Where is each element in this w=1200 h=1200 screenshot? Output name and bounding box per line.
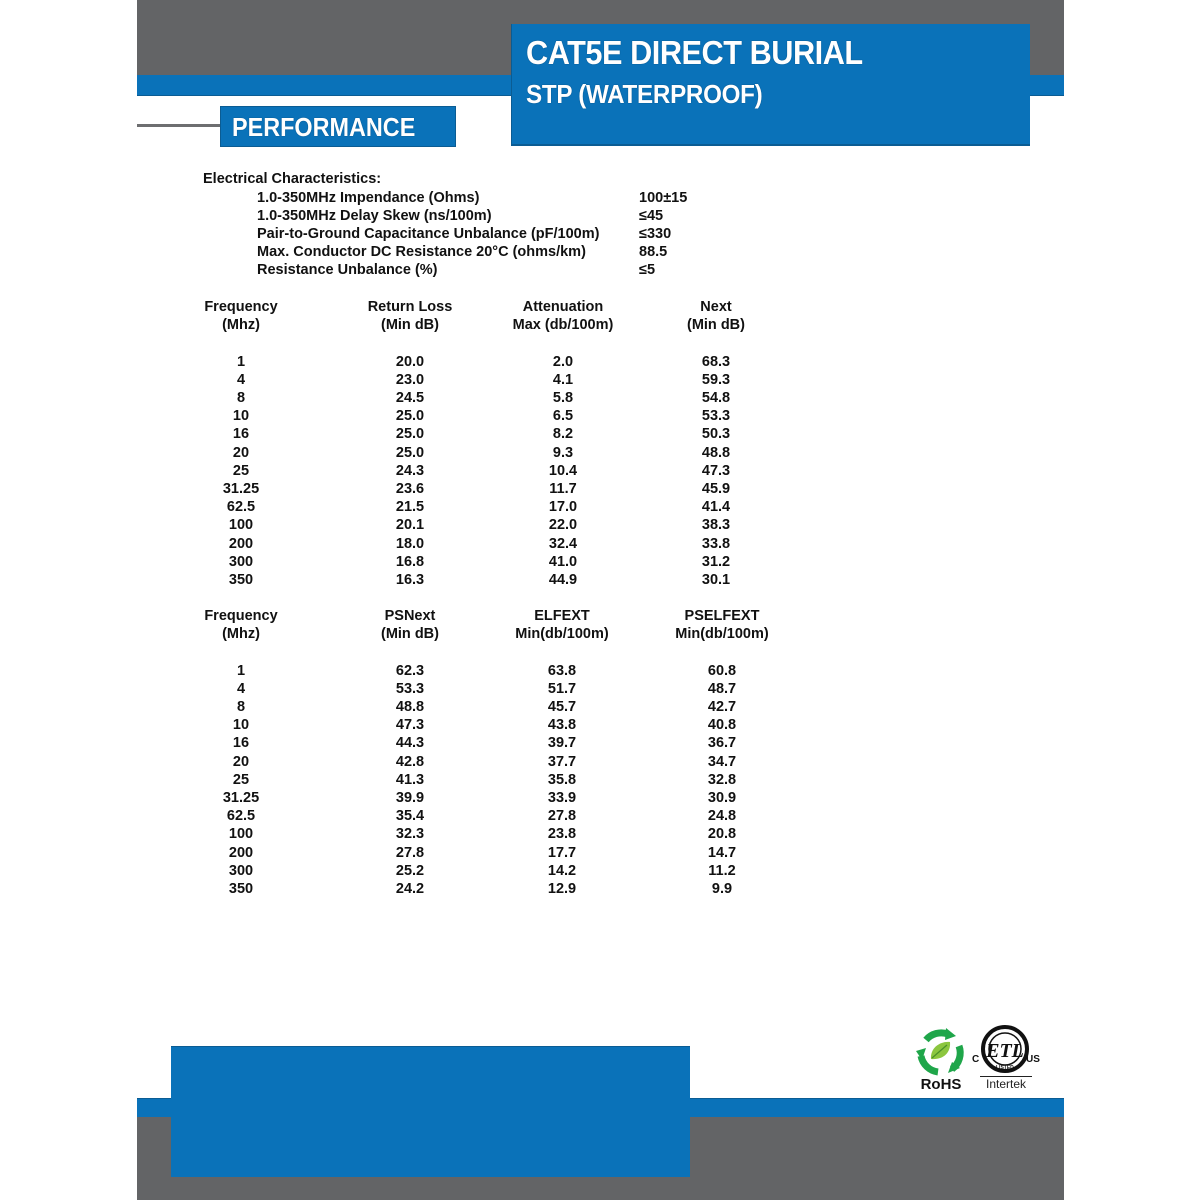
column-header: PSNext (384, 608, 436, 624)
table-cell: 60.8 (707, 662, 737, 679)
table-cell: 14.7 (707, 844, 737, 861)
table-cell: 200 (228, 535, 254, 552)
column-header: Min(db/100m) (675, 626, 769, 643)
section-label: PERFORMANCE (232, 112, 416, 142)
table-cell: 62.3 (395, 662, 425, 679)
table-cell: 63.8 (547, 662, 577, 679)
table-row (0, 389, 1200, 407)
table-cell: 25 (232, 771, 250, 788)
electrical-row (0, 261, 1200, 279)
table-cell: 32.8 (707, 771, 737, 788)
table-cell: 40.8 (707, 717, 737, 734)
etl-listed-mark: LISTED (996, 1065, 1014, 1071)
column-header: Frequency (204, 608, 278, 624)
column-header: Next (700, 299, 732, 315)
etl-c-mark: C (972, 1054, 980, 1065)
table-cell: 38.3 (701, 517, 731, 534)
table-cell: 16.3 (395, 572, 425, 588)
table-row (0, 825, 1200, 843)
table-cell: 44.9 (548, 572, 578, 588)
electrical-label: Pair-to-Ground Capacitance Unbalance (pF/100m) (257, 225, 600, 242)
table-cell: 21.5 (395, 499, 425, 516)
table-cell: 22.0 (548, 517, 578, 534)
electrical-label: 1.0-350MHz Delay Skew (ns/100m) (257, 207, 492, 224)
table-cell: 25 (232, 462, 250, 479)
table-cell: 25.0 (395, 444, 425, 461)
table-cell: 8 (236, 699, 246, 715)
table-cell: 48.8 (701, 444, 731, 461)
table-cell: 42.7 (707, 699, 737, 715)
table-cell: 31.25 (222, 481, 260, 497)
table-cell: 20.0 (395, 353, 425, 370)
table-cell: 10 (232, 717, 250, 734)
table-cell: 300 (228, 862, 254, 879)
table-cell: 16.8 (395, 553, 425, 570)
table-cell: 27.8 (547, 808, 577, 825)
footer-blue-box (171, 1046, 690, 1177)
electrical-row (0, 243, 1200, 261)
table-row (0, 753, 1200, 771)
table-cell: 50.3 (701, 426, 731, 443)
table-row (0, 407, 1200, 425)
table-cell: 62.5 (226, 499, 256, 516)
table-cell: 35.8 (547, 771, 577, 788)
table-cell: 20.8 (707, 826, 737, 843)
table-row (0, 480, 1200, 498)
table-cell: 1 (236, 353, 246, 370)
table-cell: 25.0 (395, 426, 425, 443)
table-cell: 31.25 (222, 790, 260, 806)
table-cell: 9.3 (552, 444, 574, 461)
rohs-recycle-leaf-icon (914, 1026, 966, 1078)
table-cell: 45.7 (547, 699, 577, 715)
table-row (0, 807, 1200, 825)
table-cell: 33.9 (547, 790, 577, 806)
table-row (0, 425, 1200, 443)
section-rule (137, 124, 221, 127)
column-header: Max (db/100m) (512, 317, 614, 334)
table-cell: 11.2 (708, 862, 736, 879)
column-header: (Mhz) (222, 626, 260, 643)
table-cell: 51.7 (547, 680, 577, 697)
table-cell: 48.8 (395, 699, 425, 715)
table-cell: 53.3 (395, 680, 425, 697)
table-cell: 5.8 (552, 390, 574, 406)
electrical-title: Electrical Characteristics: (203, 171, 382, 187)
column-header: PSELFEXT (684, 608, 760, 624)
table-cell: 4 (236, 680, 246, 697)
table-cell: 41.4 (701, 499, 731, 516)
table-cell: 4 (236, 371, 246, 388)
table-cell: 20.1 (395, 517, 425, 534)
table-cell: 200 (228, 844, 254, 861)
electrical-label: Max. Conductor DC Resistance 20°C (ohms/km) (257, 244, 586, 261)
table-row (0, 880, 1200, 898)
column-header: ELFEXT (534, 608, 590, 624)
table-cell: 32.4 (548, 535, 578, 552)
table-row (0, 771, 1200, 789)
table-cell: 47.3 (395, 717, 425, 734)
electrical-row (0, 189, 1200, 207)
table-cell: 24.3 (395, 462, 425, 479)
table-cell: 32.3 (395, 826, 425, 843)
electrical-value: ≤5 (639, 262, 656, 279)
table-cell: 8.2 (552, 426, 574, 443)
table-cell: 11.7 (549, 481, 577, 497)
electrical-value: 88.5 (639, 244, 668, 261)
table-cell: 10 (232, 408, 250, 425)
table-cell: 100 (228, 826, 254, 843)
table-cell: 39.7 (547, 735, 577, 752)
table-row (0, 535, 1200, 553)
table-cell: 23.6 (395, 481, 425, 497)
table-cell: 36.7 (707, 735, 737, 752)
table-cell: 300 (228, 553, 254, 570)
table-cell: 25.0 (395, 408, 425, 425)
table-cell: 68.3 (701, 353, 731, 370)
table-cell: 25.2 (395, 862, 425, 879)
column-header: Frequency (204, 299, 278, 315)
rohs-logo (914, 1026, 966, 1096)
table-cell: 17.0 (548, 499, 578, 516)
column-header: (Min dB) (687, 317, 745, 334)
electrical-list (0, 189, 1200, 280)
table-cell: 18.0 (395, 535, 425, 552)
table-cell: 24.5 (395, 390, 425, 406)
table-row (0, 498, 1200, 516)
table-cell: 23.0 (395, 371, 425, 388)
table-row (0, 698, 1200, 716)
column-header: Min(db/100m) (515, 626, 609, 643)
table-row (0, 353, 1200, 371)
table-cell: 48.7 (707, 680, 737, 697)
table-cell: 30.1 (701, 572, 731, 588)
table-row (0, 462, 1200, 480)
column-header: Attenuation (522, 299, 604, 315)
column-header: (Mhz) (222, 317, 260, 334)
table-cell: 350 (228, 572, 254, 588)
table-cell: 24.2 (395, 881, 425, 897)
table-row (0, 371, 1200, 389)
electrical-value: 100±15 (639, 189, 688, 206)
table-row (0, 844, 1200, 862)
rohs-label: RoHS (920, 1076, 962, 1093)
electrical-label: Resistance Unbalance (%) (257, 262, 438, 279)
table-cell: 24.8 (707, 808, 737, 825)
table-cell: 20 (232, 444, 250, 461)
table-cell: 4.1 (552, 371, 574, 388)
product-title: CAT5E DIRECT BURIAL (526, 34, 863, 71)
table-cell: 20 (232, 753, 250, 770)
table-cell: 54.8 (701, 390, 731, 406)
table-cell: 45.9 (701, 481, 731, 497)
table-cell: 43.8 (547, 717, 577, 734)
table-cell: 33.8 (701, 535, 731, 552)
table-cell: 8 (236, 390, 246, 406)
svg-text:ETL: ETL (986, 1040, 1024, 1062)
table-cell: 30.9 (707, 790, 737, 806)
table-cell: 16 (232, 426, 250, 443)
table-cell: 27.8 (395, 844, 425, 861)
column-header: (Min dB) (381, 626, 439, 643)
table-cell: 39.9 (395, 790, 425, 806)
table-cell: 53.3 (701, 408, 731, 425)
table-cell: 44.3 (395, 735, 425, 752)
table-row (0, 734, 1200, 752)
electrical-label: 1.0-350MHz Impendance (Ohms) (257, 189, 480, 206)
table-row (0, 571, 1200, 589)
table-row (0, 862, 1200, 880)
table-row (0, 553, 1200, 571)
intertek-label: Intertek (980, 1076, 1032, 1091)
electrical-row (0, 207, 1200, 225)
table-row (0, 662, 1200, 680)
table-row (0, 444, 1200, 462)
table-cell: 14.2 (547, 862, 577, 879)
table-cell: 9.9 (711, 881, 733, 897)
table-cell: 100 (228, 517, 254, 534)
etl-us-mark: US (1026, 1054, 1040, 1065)
table-cell: 34.7 (707, 753, 737, 770)
table-cell: 1 (236, 662, 246, 679)
table-cell: 59.3 (701, 371, 731, 388)
table-cell: 42.8 (395, 753, 425, 770)
table-row (0, 680, 1200, 698)
column-header: (Min dB) (381, 317, 439, 334)
column-header: Return Loss (367, 299, 453, 315)
table-cell: 17.7 (547, 844, 577, 861)
table-cell: 62.5 (226, 808, 256, 825)
table-cell: 12.9 (547, 881, 577, 897)
table-cell: 37.7 (547, 753, 577, 770)
table-cell: 16 (232, 735, 250, 752)
etl-logo (970, 1024, 1040, 1094)
table-cell: 47.3 (701, 462, 731, 479)
table-row (0, 716, 1200, 734)
product-subtitle: STP (WATERPROOF) (526, 79, 763, 109)
table-cell: 350 (228, 881, 254, 897)
electrical-value: ≤330 (639, 225, 672, 242)
table-cell: 23.8 (547, 826, 577, 843)
table-cell: 31.2 (701, 553, 731, 570)
table-cell: 35.4 (395, 808, 425, 825)
table-cell: 41.3 (395, 771, 425, 788)
table-cell: 10.4 (548, 462, 578, 479)
table-row (0, 789, 1200, 807)
table-row (0, 516, 1200, 534)
table-cell: 41.0 (548, 553, 578, 570)
table-cell: 2.0 (552, 353, 574, 370)
electrical-value: ≤45 (639, 207, 664, 224)
electrical-row (0, 225, 1200, 243)
table-cell: 6.5 (552, 408, 574, 425)
